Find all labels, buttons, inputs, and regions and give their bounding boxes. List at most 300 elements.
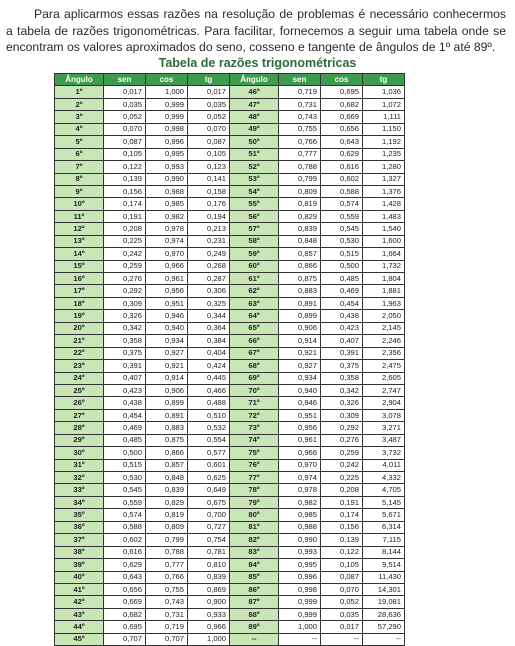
column-header-cos: cos (146, 74, 188, 86)
angle-cell: 18º (55, 297, 104, 309)
cos-cell: 0,966 (146, 260, 188, 272)
sin-cell: 0,292 (104, 285, 146, 297)
angle-cell: 10º (55, 198, 104, 210)
sin-cell: 0,899 (279, 310, 321, 322)
angle-cell: 3º (55, 111, 104, 123)
sin-cell: 0,998 (279, 583, 321, 595)
cos-cell: 0,292 (321, 422, 363, 434)
tan-cell: 0,727 (188, 521, 230, 533)
tan-cell: 1,664 (363, 248, 405, 260)
cos-cell: 0,574 (321, 198, 363, 210)
table-row (55, 409, 405, 421)
angle-cell: 59º (230, 248, 279, 260)
sin-cell: 0,423 (104, 384, 146, 396)
tan-cell: 1,376 (363, 185, 405, 197)
angle-cell: 60º (230, 260, 279, 272)
angle-cell: 5º (55, 136, 104, 148)
sin-cell: 0,225 (104, 235, 146, 247)
tan-cell: 0,249 (188, 248, 230, 260)
sin-cell: 0,731 (279, 98, 321, 110)
table-row (55, 434, 405, 446)
table-row (55, 223, 405, 235)
tan-cell: 3,271 (363, 422, 405, 434)
cos-cell: 0,656 (321, 123, 363, 135)
angle-cell: 20º (55, 322, 104, 334)
sin-cell: 0,276 (104, 273, 146, 285)
sin-cell: 0,755 (279, 123, 321, 135)
cos-cell: 0,927 (146, 347, 188, 359)
sin-cell: 0,156 (104, 185, 146, 197)
angle-cell: 76º (230, 459, 279, 471)
tan-cell: 0,577 (188, 447, 230, 459)
table-row (55, 509, 405, 521)
angle-cell: 42º (55, 596, 104, 608)
cos-cell: 0,766 (146, 571, 188, 583)
cos-cell: 0,391 (321, 347, 363, 359)
angle-cell: 80º (230, 509, 279, 521)
cos-cell: 0,819 (146, 509, 188, 521)
sin-cell: 0,358 (104, 335, 146, 347)
angle-cell: 86º (230, 583, 279, 595)
tan-cell: 0,554 (188, 434, 230, 446)
tan-cell: 5,671 (363, 509, 405, 521)
sin-cell: 0,956 (279, 422, 321, 434)
sin-cell: 0,191 (104, 210, 146, 222)
tan-cell: 7,115 (363, 534, 405, 546)
cos-cell: 0,500 (321, 260, 363, 272)
sin-cell: 0,629 (104, 559, 146, 571)
table-row (55, 111, 405, 123)
cos-cell: 0,695 (321, 86, 363, 98)
tan-cell: 2,050 (363, 310, 405, 322)
table-row (55, 273, 405, 285)
sin-cell: 0,602 (104, 534, 146, 546)
table-row (55, 633, 405, 645)
sin-cell: 0,951 (279, 409, 321, 421)
tan-cell: 1,111 (363, 111, 405, 123)
cos-cell: 0,982 (146, 210, 188, 222)
sin-cell: 0,574 (104, 509, 146, 521)
cos-cell: 0,438 (321, 310, 363, 322)
tan-cell: 0,869 (188, 583, 230, 595)
sin-cell: 0,921 (279, 347, 321, 359)
angle-cell: 33º (55, 484, 104, 496)
cos-cell: 0,035 (321, 608, 363, 620)
angle-cell: 54º (230, 185, 279, 197)
tan-cell: 4,332 (363, 472, 405, 484)
trig-table (54, 73, 405, 646)
angle-cell: 77º (230, 472, 279, 484)
angle-cell: 1º (55, 86, 104, 98)
tan-cell: 2,747 (363, 384, 405, 396)
tan-cell: 1,600 (363, 235, 405, 247)
angle-cell: 51º (230, 148, 279, 160)
cos-cell: 0,809 (146, 521, 188, 533)
angle-cell: 85º (230, 571, 279, 583)
tan-cell: 0,933 (188, 608, 230, 620)
tan-cell: 0,754 (188, 534, 230, 546)
sin-cell: 0,242 (104, 248, 146, 260)
tan-cell: 0,781 (188, 546, 230, 558)
cos-cell: 0,921 (146, 360, 188, 372)
sin-cell: 0,743 (279, 111, 321, 123)
cos-cell: 0,788 (146, 546, 188, 558)
angle-cell: 57º (230, 223, 279, 235)
tan-cell: 0,176 (188, 198, 230, 210)
tan-cell: 4,011 (363, 459, 405, 471)
sin-cell: 0,052 (104, 111, 146, 123)
tan-cell: 2,356 (363, 347, 405, 359)
cos-cell: 0,829 (146, 496, 188, 508)
cos-cell: 0,174 (321, 509, 363, 521)
sin-cell: 0,656 (104, 583, 146, 595)
tan-cell: 0,158 (188, 185, 230, 197)
tan-cell: 0,325 (188, 297, 230, 309)
cos-cell: 0,259 (321, 447, 363, 459)
tan-cell: -- (363, 633, 405, 645)
cos-cell: 0,225 (321, 472, 363, 484)
cos-cell: 0,974 (146, 235, 188, 247)
sin-cell: 0,990 (279, 534, 321, 546)
angle-cell: 84º (230, 559, 279, 571)
cos-cell: 0,485 (321, 273, 363, 285)
table-body (55, 86, 405, 646)
sin-cell: 0,974 (279, 472, 321, 484)
angle-cell: 56º (230, 210, 279, 222)
table-row (55, 521, 405, 533)
angle-cell: 22º (55, 347, 104, 359)
angle-cell: 49º (230, 123, 279, 135)
cos-cell: 0,469 (321, 285, 363, 297)
cos-cell: 0,682 (321, 98, 363, 110)
angle-cell: 37º (55, 534, 104, 546)
angle-cell: 52º (230, 161, 279, 173)
cos-cell: 0,242 (321, 459, 363, 471)
tan-cell: 0,070 (188, 123, 230, 135)
angle-cell: 38º (55, 546, 104, 558)
angle-cell: 43º (55, 608, 104, 620)
sin-cell: 0,669 (104, 596, 146, 608)
tan-cell: 0,510 (188, 409, 230, 421)
tan-cell: 0,231 (188, 235, 230, 247)
sin-cell: 0,208 (104, 223, 146, 235)
sin-cell: 0,559 (104, 496, 146, 508)
angle-cell: 69º (230, 372, 279, 384)
column-header-tan: tg (188, 74, 230, 86)
sin-cell: 0,866 (279, 260, 321, 272)
sin-cell: 0,848 (279, 235, 321, 247)
sin-cell: -- (279, 633, 321, 645)
cos-cell: 0,999 (146, 98, 188, 110)
angle-cell: 12º (55, 223, 104, 235)
angle-cell: 7º (55, 161, 104, 173)
cos-cell: 0,276 (321, 434, 363, 446)
table-row (55, 136, 405, 148)
angle-cell: 8º (55, 173, 104, 185)
tan-cell: 9,514 (363, 559, 405, 571)
tan-cell: 2,605 (363, 372, 405, 384)
cos-cell: 0,777 (146, 559, 188, 571)
column-header-cos: cos (321, 74, 363, 86)
sin-cell: 0,309 (104, 297, 146, 309)
tan-cell: 4,705 (363, 484, 405, 496)
tan-cell: 0,810 (188, 559, 230, 571)
cos-cell: 0,017 (321, 621, 363, 633)
sin-cell: 0,017 (104, 86, 146, 98)
cos-cell: 0,342 (321, 384, 363, 396)
sin-cell: 0,643 (104, 571, 146, 583)
sin-cell: 0,982 (279, 496, 321, 508)
tan-cell: 5,145 (363, 496, 405, 508)
cos-cell: 0,906 (146, 384, 188, 396)
sin-cell: 1,000 (279, 621, 321, 633)
cos-cell: 0,545 (321, 223, 363, 235)
sin-cell: 0,978 (279, 484, 321, 496)
cos-cell: 0,588 (321, 185, 363, 197)
table-row (55, 534, 405, 546)
cos-cell: 0,848 (146, 472, 188, 484)
tan-cell: 28,636 (363, 608, 405, 620)
tan-cell: 0,404 (188, 347, 230, 359)
angle-cell: 31º (55, 459, 104, 471)
tan-cell: 0,344 (188, 310, 230, 322)
cos-cell: 0,988 (146, 185, 188, 197)
table-row (55, 185, 405, 197)
table-row (55, 484, 405, 496)
tan-cell: 0,601 (188, 459, 230, 471)
cos-cell: 0,423 (321, 322, 363, 334)
column-header-angle: Ângulo (230, 74, 279, 86)
tan-cell: 0,364 (188, 322, 230, 334)
table-row (55, 148, 405, 160)
sin-cell: 0,342 (104, 322, 146, 334)
angle-cell: 30º (55, 447, 104, 459)
sin-cell: 0,777 (279, 148, 321, 160)
cos-cell: 0,799 (146, 534, 188, 546)
cos-cell: 0,454 (321, 297, 363, 309)
tan-cell: 0,105 (188, 148, 230, 160)
cos-cell: 0,643 (321, 136, 363, 148)
sin-cell: 0,070 (104, 123, 146, 135)
sin-cell: 0,966 (279, 447, 321, 459)
sin-cell: 0,326 (104, 310, 146, 322)
table-row (55, 248, 405, 260)
sin-cell: 0,999 (279, 596, 321, 608)
column-header-sin: sen (279, 74, 321, 86)
table-row (55, 372, 405, 384)
tan-cell: 1,428 (363, 198, 405, 210)
sin-cell: 0,454 (104, 409, 146, 421)
tan-cell: 1,327 (363, 173, 405, 185)
cos-cell: 0,122 (321, 546, 363, 558)
cos-cell: 0,139 (321, 534, 363, 546)
sin-cell: 0,391 (104, 360, 146, 372)
sin-cell: 0,530 (104, 472, 146, 484)
angle-cell: 48º (230, 111, 279, 123)
tan-cell: 0,445 (188, 372, 230, 384)
tan-cell: 1,483 (363, 210, 405, 222)
sin-cell: 0,695 (104, 621, 146, 633)
table-row (55, 496, 405, 508)
tan-cell: 0,268 (188, 260, 230, 272)
cos-cell: 0,956 (146, 285, 188, 297)
cos-cell: 0,940 (146, 322, 188, 334)
sin-cell: 0,788 (279, 161, 321, 173)
angle-cell: 46º (230, 86, 279, 98)
sin-cell: 0,799 (279, 173, 321, 185)
tan-cell: 8,144 (363, 546, 405, 558)
angle-cell: 47º (230, 98, 279, 110)
tan-cell: 11,430 (363, 571, 405, 583)
tan-cell: 1,192 (363, 136, 405, 148)
angle-cell: 19º (55, 310, 104, 322)
cos-cell: 0,755 (146, 583, 188, 595)
tan-cell: 1,072 (363, 98, 405, 110)
sin-cell: 0,485 (104, 434, 146, 446)
angle-cell: 70º (230, 384, 279, 396)
cos-cell: 0,616 (321, 161, 363, 173)
table-row (55, 571, 405, 583)
angle-cell: 53º (230, 173, 279, 185)
cos-cell: 0,946 (146, 310, 188, 322)
tan-cell: 14,301 (363, 583, 405, 595)
table-row (55, 123, 405, 135)
angle-cell: 9º (55, 185, 104, 197)
cos-cell: 0,105 (321, 559, 363, 571)
tan-cell: 0,384 (188, 335, 230, 347)
angle-cell: 40º (55, 571, 104, 583)
sin-cell: 0,946 (279, 397, 321, 409)
tan-cell: 0,194 (188, 210, 230, 222)
sin-cell: 0,438 (104, 397, 146, 409)
angle-cell: 73º (230, 422, 279, 434)
cos-cell: 0,309 (321, 409, 363, 421)
tan-cell: 19,081 (363, 596, 405, 608)
cos-cell: 0,407 (321, 335, 363, 347)
angle-cell: 78º (230, 484, 279, 496)
angle-cell: 87º (230, 596, 279, 608)
sin-cell: 0,588 (104, 521, 146, 533)
tan-cell: 1,150 (363, 123, 405, 135)
sin-cell: 0,719 (279, 86, 321, 98)
tan-cell: 3,078 (363, 409, 405, 421)
tan-cell: 57,290 (363, 621, 405, 633)
cos-cell: 0,999 (146, 111, 188, 123)
sin-cell: 0,985 (279, 509, 321, 521)
angle-cell: 29º (55, 434, 104, 446)
table-row (55, 583, 405, 595)
angle-cell: 45º (55, 633, 104, 645)
table-row (55, 297, 405, 309)
table-row (55, 384, 405, 396)
cos-cell: 0,995 (146, 148, 188, 160)
sin-cell: 0,545 (104, 484, 146, 496)
cos-cell: 0,875 (146, 434, 188, 446)
sin-cell: 0,996 (279, 571, 321, 583)
angle-cell: 34º (55, 496, 104, 508)
angle-cell: 61º (230, 273, 279, 285)
angle-cell: 27º (55, 409, 104, 421)
table-row (55, 546, 405, 558)
cos-cell: 0,669 (321, 111, 363, 123)
sin-cell: 0,883 (279, 285, 321, 297)
angle-cell: 28º (55, 422, 104, 434)
sin-cell: 0,174 (104, 198, 146, 210)
cos-cell: 0,070 (321, 583, 363, 595)
sin-cell: 0,906 (279, 322, 321, 334)
tan-cell: 0,675 (188, 496, 230, 508)
cos-cell: 0,208 (321, 484, 363, 496)
table-row (55, 310, 405, 322)
cos-cell: 0,559 (321, 210, 363, 222)
angle-cell: 16º (55, 273, 104, 285)
sin-cell: 0,875 (279, 273, 321, 285)
tan-cell: 2,904 (363, 397, 405, 409)
tan-cell: 3,487 (363, 434, 405, 446)
angle-cell: -- (230, 633, 279, 645)
tan-cell: 0,466 (188, 384, 230, 396)
angle-cell: 50º (230, 136, 279, 148)
sin-cell: 0,829 (279, 210, 321, 222)
tan-cell: 0,087 (188, 136, 230, 148)
tan-cell: 0,213 (188, 223, 230, 235)
cos-cell: 0,719 (146, 621, 188, 633)
angle-cell: 41º (55, 583, 104, 595)
table-row (55, 198, 405, 210)
cos-cell: 0,052 (321, 596, 363, 608)
angle-cell: 35º (55, 509, 104, 521)
sin-cell: 0,940 (279, 384, 321, 396)
tan-cell: 2,475 (363, 360, 405, 372)
tan-cell: 0,700 (188, 509, 230, 521)
angle-cell: 4º (55, 123, 104, 135)
table-row (55, 285, 405, 297)
cos-cell: 0,602 (321, 173, 363, 185)
cos-cell: 0,978 (146, 223, 188, 235)
sin-cell: 0,515 (104, 459, 146, 471)
sin-cell: 0,105 (104, 148, 146, 160)
tan-cell: 0,141 (188, 173, 230, 185)
cos-cell: 0,899 (146, 397, 188, 409)
table-row (55, 347, 405, 359)
cos-cell: 0,996 (146, 136, 188, 148)
angle-cell: 17º (55, 285, 104, 297)
table-row (55, 472, 405, 484)
sin-cell: 0,809 (279, 185, 321, 197)
angle-cell: 74º (230, 434, 279, 446)
cos-cell: 0,326 (321, 397, 363, 409)
angle-cell: 81º (230, 521, 279, 533)
cos-cell: 0,998 (146, 123, 188, 135)
sin-cell: 0,707 (104, 633, 146, 645)
tan-cell: 0,966 (188, 621, 230, 633)
angle-cell: 11º (55, 210, 104, 222)
cos-cell: 0,743 (146, 596, 188, 608)
table-row (55, 322, 405, 334)
table-row (55, 235, 405, 247)
sin-cell: 0,988 (279, 521, 321, 533)
angle-cell: 67º (230, 347, 279, 359)
cos-cell: 0,891 (146, 409, 188, 421)
tan-cell: 1,963 (363, 297, 405, 309)
cos-cell: 0,731 (146, 608, 188, 620)
tan-cell: 0,035 (188, 98, 230, 110)
angle-cell: 79º (230, 496, 279, 508)
sin-cell: 0,819 (279, 198, 321, 210)
intro-paragraph: Para aplicarmos essas razões na resolução de problemas é necessário conhecermos a tabela de razões trigonométricas. Para facilitar, fornecemos a seguir uma tabela onde se encontram os valores aproximados do seno, cosseno e tangente de ângulos de 1º até 89º. (6, 7, 506, 54)
cos-cell: 0,857 (146, 459, 188, 471)
angle-cell: 89º (230, 621, 279, 633)
